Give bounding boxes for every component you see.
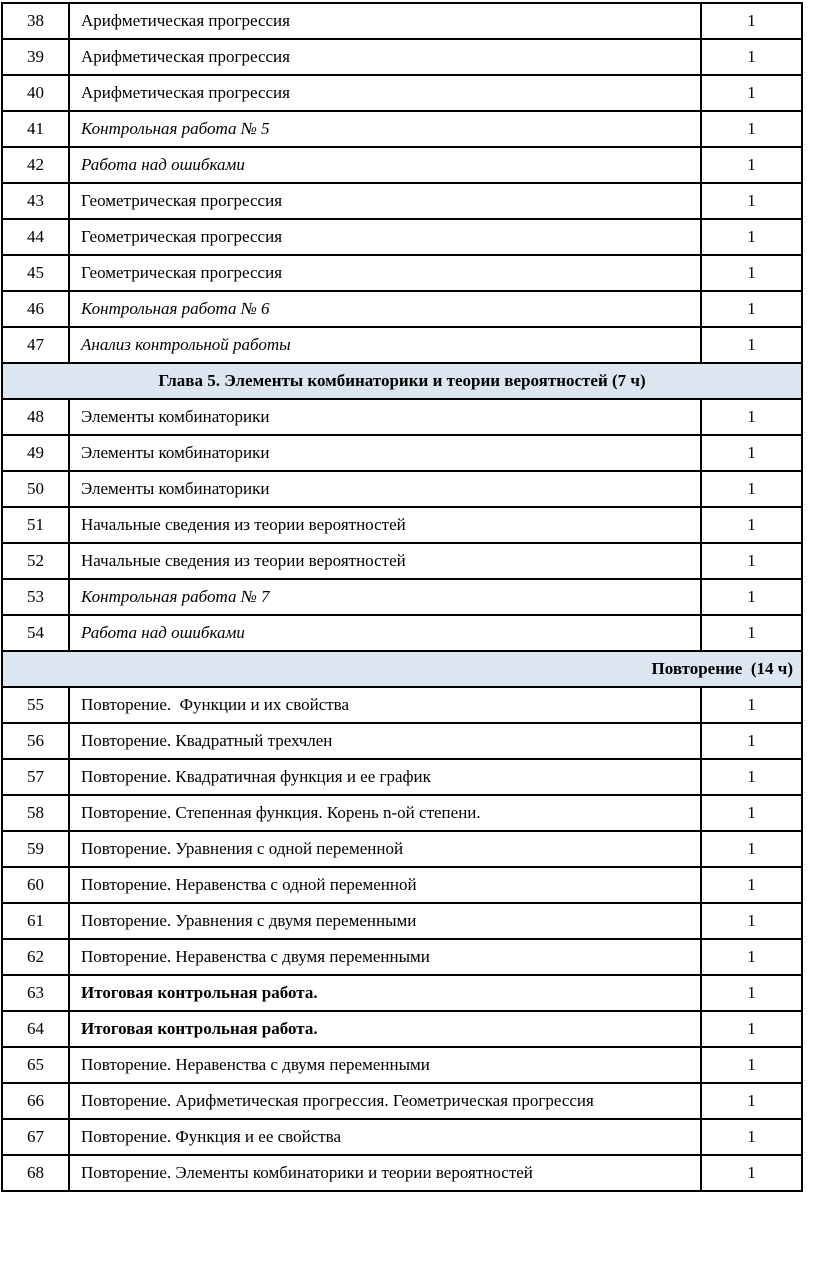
- lesson-number-cell: 43: [2, 183, 69, 219]
- lesson-row: [2, 219, 802, 255]
- lesson-topic-cell: Повторение. Квадратичная функция и ее график: [69, 759, 701, 795]
- lesson-row: [2, 183, 802, 219]
- lesson-number-cell: 55: [2, 687, 69, 723]
- lesson-hours-cell: 1: [701, 903, 802, 939]
- lesson-row: [2, 1155, 802, 1191]
- lesson-row: [2, 723, 802, 759]
- lesson-topic-cell: Повторение. Квадратный трехчлен: [69, 723, 701, 759]
- lesson-number-cell: 62: [2, 939, 69, 975]
- lesson-topic-cell: Элементы комбинаторики: [69, 471, 701, 507]
- lesson-hours-cell: 1: [701, 111, 802, 147]
- lesson-row: [2, 1011, 802, 1047]
- lesson-number-cell: 49: [2, 435, 69, 471]
- lesson-row: [2, 1119, 802, 1155]
- lesson-topic-cell: Контрольная работа № 7: [69, 579, 701, 615]
- lesson-hours-cell: 1: [701, 291, 802, 327]
- lesson-number-cell: 47: [2, 327, 69, 363]
- lesson-hours-cell: 1: [701, 183, 802, 219]
- lesson-number-cell: 44: [2, 219, 69, 255]
- lesson-topic-cell: Геометрическая прогрессия: [69, 219, 701, 255]
- lesson-hours-cell: 1: [701, 867, 802, 903]
- lesson-row: [2, 471, 802, 507]
- lesson-hours-cell: 1: [701, 471, 802, 507]
- lesson-row: [2, 3, 802, 39]
- lesson-row: [2, 75, 802, 111]
- lesson-row: [2, 1083, 802, 1119]
- lesson-row: [2, 795, 802, 831]
- lesson-row: [2, 903, 802, 939]
- lesson-topic-cell: Повторение. Уравнения с двумя переменными: [69, 903, 701, 939]
- lesson-topic-cell: Начальные сведения из теории вероятностей: [69, 543, 701, 579]
- lesson-row: [2, 507, 802, 543]
- lesson-row: [2, 579, 802, 615]
- lesson-row: [2, 147, 802, 183]
- lesson-topic-cell: Начальные сведения из теории вероятностей: [69, 507, 701, 543]
- lesson-number-cell: 68: [2, 1155, 69, 1191]
- lesson-topic-cell: Работа над ошибками: [69, 147, 701, 183]
- lesson-row: [2, 615, 802, 651]
- lesson-topic-cell: Повторение. Неравенства с двумя переменными: [69, 1047, 701, 1083]
- lesson-number-cell: 66: [2, 1083, 69, 1119]
- lesson-topic-cell: Геометрическая прогрессия: [69, 183, 701, 219]
- section-header-row: [2, 363, 802, 399]
- lesson-number-cell: 54: [2, 615, 69, 651]
- lesson-hours-cell: 1: [701, 615, 802, 651]
- lesson-hours-cell: 1: [701, 1011, 802, 1047]
- lesson-number-cell: 65: [2, 1047, 69, 1083]
- lesson-hours-cell: 1: [701, 75, 802, 111]
- lesson-number-cell: 57: [2, 759, 69, 795]
- lesson-hours-cell: 1: [701, 543, 802, 579]
- lesson-number-cell: 41: [2, 111, 69, 147]
- lesson-number-cell: 46: [2, 291, 69, 327]
- lesson-row: [2, 759, 802, 795]
- lesson-hours-cell: 1: [701, 975, 802, 1011]
- lesson-topic-cell: Итоговая контрольная работа.: [69, 975, 701, 1011]
- lesson-number-cell: 40: [2, 75, 69, 111]
- lesson-number-cell: 45: [2, 255, 69, 291]
- lesson-row: [2, 1047, 802, 1083]
- lesson-topic-cell: Арифметическая прогрессия: [69, 75, 701, 111]
- lesson-row: [2, 939, 802, 975]
- lesson-hours-cell: 1: [701, 723, 802, 759]
- lesson-row: [2, 255, 802, 291]
- lesson-number-cell: 38: [2, 3, 69, 39]
- lesson-hours-cell: 1: [701, 939, 802, 975]
- lesson-number-cell: 60: [2, 867, 69, 903]
- lesson-hours-cell: 1: [701, 1047, 802, 1083]
- lesson-row: [2, 867, 802, 903]
- lesson-number-cell: 51: [2, 507, 69, 543]
- lesson-topic-cell: Элементы комбинаторики: [69, 399, 701, 435]
- lesson-hours-cell: 1: [701, 831, 802, 867]
- lesson-topic-cell: Повторение. Неравенства с двумя переменными: [69, 939, 701, 975]
- lesson-number-cell: 56: [2, 723, 69, 759]
- lesson-number-cell: 58: [2, 795, 69, 831]
- lesson-topic-cell: Арифметическая прогрессия: [69, 3, 701, 39]
- curriculum-table-body: [2, 3, 802, 1191]
- lesson-topic-cell: Повторение. Неравенства с одной переменной: [69, 867, 701, 903]
- lesson-hours-cell: 1: [701, 435, 802, 471]
- lesson-row: [2, 291, 802, 327]
- lesson-topic-cell: Повторение. Уравнения с одной переменной: [69, 831, 701, 867]
- lesson-number-cell: 52: [2, 543, 69, 579]
- lesson-number-cell: 67: [2, 1119, 69, 1155]
- lesson-number-cell: 64: [2, 1011, 69, 1047]
- lesson-row: [2, 111, 802, 147]
- lesson-topic-cell: Повторение. Степенная функция. Корень n-ой степени.: [69, 795, 701, 831]
- lesson-hours-cell: 1: [701, 399, 802, 435]
- lesson-topic-cell: Повторение. Функции и их свойства: [69, 687, 701, 723]
- lesson-hours-cell: 1: [701, 1119, 802, 1155]
- lesson-topic-cell: Повторение. Элементы комбинаторики и теории вероятностей: [69, 1155, 701, 1191]
- lesson-hours-cell: 1: [701, 687, 802, 723]
- lesson-number-cell: 48: [2, 399, 69, 435]
- lesson-hours-cell: 1: [701, 795, 802, 831]
- lesson-row: [2, 975, 802, 1011]
- lesson-topic-cell: Контрольная работа № 6: [69, 291, 701, 327]
- lesson-topic-cell: Повторение. Функция и ее свойства: [69, 1119, 701, 1155]
- lesson-hours-cell: 1: [701, 219, 802, 255]
- lesson-hours-cell: 1: [701, 147, 802, 183]
- section-title: Глава 5. Элементы комбинаторики и теории вероятностей (7 ч): [2, 363, 802, 399]
- lesson-topic-cell: Геометрическая прогрессия: [69, 255, 701, 291]
- lesson-number-cell: 59: [2, 831, 69, 867]
- lesson-hours-cell: 1: [701, 3, 802, 39]
- lesson-number-cell: 61: [2, 903, 69, 939]
- lesson-number-cell: 42: [2, 147, 69, 183]
- lesson-number-cell: 39: [2, 39, 69, 75]
- lesson-row: [2, 399, 802, 435]
- lesson-hours-cell: 1: [701, 1155, 802, 1191]
- lesson-topic-cell: Контрольная работа № 5: [69, 111, 701, 147]
- lesson-row: [2, 327, 802, 363]
- lesson-row: [2, 39, 802, 75]
- lesson-hours-cell: 1: [701, 39, 802, 75]
- lesson-hours-cell: 1: [701, 1083, 802, 1119]
- lesson-topic-cell: Арифметическая прогрессия: [69, 39, 701, 75]
- lesson-number-cell: 53: [2, 579, 69, 615]
- lesson-row: [2, 543, 802, 579]
- lesson-number-cell: 50: [2, 471, 69, 507]
- lesson-row: [2, 831, 802, 867]
- section-title: Повторение (14 ч): [2, 651, 802, 687]
- lesson-row: [2, 687, 802, 723]
- lesson-hours-cell: 1: [701, 507, 802, 543]
- lesson-hours-cell: 1: [701, 255, 802, 291]
- lesson-topic-cell: Повторение. Арифметическая прогрессия. Геометрическая прогрессия: [69, 1083, 701, 1119]
- lesson-topic-cell: Анализ контрольной работы: [69, 327, 701, 363]
- section-header-row: [2, 651, 802, 687]
- lesson-topic-cell: Итоговая контрольная работа.: [69, 1011, 701, 1047]
- lesson-number-cell: 63: [2, 975, 69, 1011]
- lesson-hours-cell: 1: [701, 759, 802, 795]
- lesson-row: [2, 435, 802, 471]
- lesson-hours-cell: 1: [701, 579, 802, 615]
- lesson-topic-cell: Работа над ошибками: [69, 615, 701, 651]
- curriculum-table: [1, 2, 803, 1192]
- lesson-hours-cell: 1: [701, 327, 802, 363]
- lesson-topic-cell: Элементы комбинаторики: [69, 435, 701, 471]
